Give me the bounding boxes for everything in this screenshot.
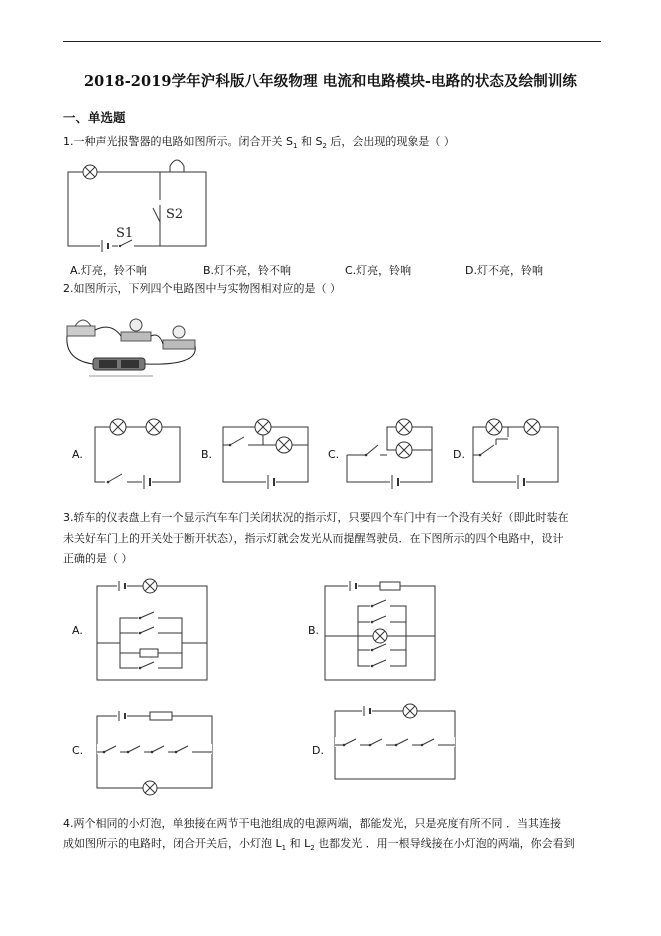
q2-stem: 2.如图所示，下列四个电路图中与实物图相对应的是（ ）: [63, 282, 341, 295]
header-rule: [63, 41, 601, 42]
q3-stem-line1: 3.轿车的仪表盘上有一个显示汽车车门关闭状况的指示灯，只要四个车门中有一个没有关好（即此时装在: [63, 511, 569, 524]
section-heading: 一、单选题: [63, 110, 126, 125]
q1-option-b[interactable]: B.灯不亮，铃不响: [203, 264, 292, 277]
q3-option-b[interactable]: B.: [308, 624, 320, 637]
q1-stem: 1.一种声光报警器的电路如图所示。闭合开关 $S_1$ 和 $S_2$ 后，会出现的现象是（ ）: [63, 135, 455, 151]
q2-option-b[interactable]: B.: [201, 448, 213, 461]
q1-option-c[interactable]: C.灯亮，铃响: [345, 264, 412, 277]
q3-option-a[interactable]: A.: [72, 624, 83, 637]
page-title: 2018-2019学年沪科版八年级物理 电流和电路模块-电路的状态及绘制训练: [83, 73, 578, 90]
q3-circuit-b: [320, 578, 440, 686]
q2-circuit-d: [468, 415, 563, 490]
q2-option-d[interactable]: D.: [453, 448, 465, 461]
q4-stem-line2: 成如图所示的电路时，闭合开关后，小灯泡 $L_1$ 和 $L_2$ 也都发光 ．用一根导线接在小灯泡的两端，你会看到: [63, 837, 575, 853]
q4-stem-line1: 4.两个相同的小灯泡，单独接在两节干电池组成的电源两端，都能发光，只是亮度有所不同 ．当其连接: [63, 817, 561, 830]
q3-option-d[interactable]: D.: [312, 744, 324, 757]
q3-circuit-a: [92, 578, 212, 686]
q3-circuit-c: [92, 708, 217, 796]
q1-option-d[interactable]: D.灯不亮，铃响: [465, 264, 543, 277]
q3-stem-line2: 未关好车门上的开关处于断开状态），指示灯就会发光从而提醒驾驶员．在下图所示的四个电路中，设计: [63, 532, 564, 545]
q2-circuit-a: [90, 415, 185, 490]
q1-circuit-figure: [60, 150, 220, 255]
q3-circuit-d: [330, 703, 460, 783]
q3-option-c[interactable]: C.: [72, 744, 84, 757]
q3-stem-line3: 正确的是（ ）: [63, 552, 133, 565]
q2-circuit-c: [342, 415, 437, 490]
q2-circuit-b: [218, 415, 313, 490]
q1-s1-label: S1: [116, 226, 134, 241]
q1-option-a[interactable]: A.灯亮，铃不响: [70, 264, 147, 277]
q2-physical-circuit-photo: [63, 310, 198, 382]
q2-option-c[interactable]: C.: [328, 448, 340, 461]
q2-option-a[interactable]: A.: [72, 448, 83, 461]
q1-s2-label: S2: [166, 207, 184, 222]
